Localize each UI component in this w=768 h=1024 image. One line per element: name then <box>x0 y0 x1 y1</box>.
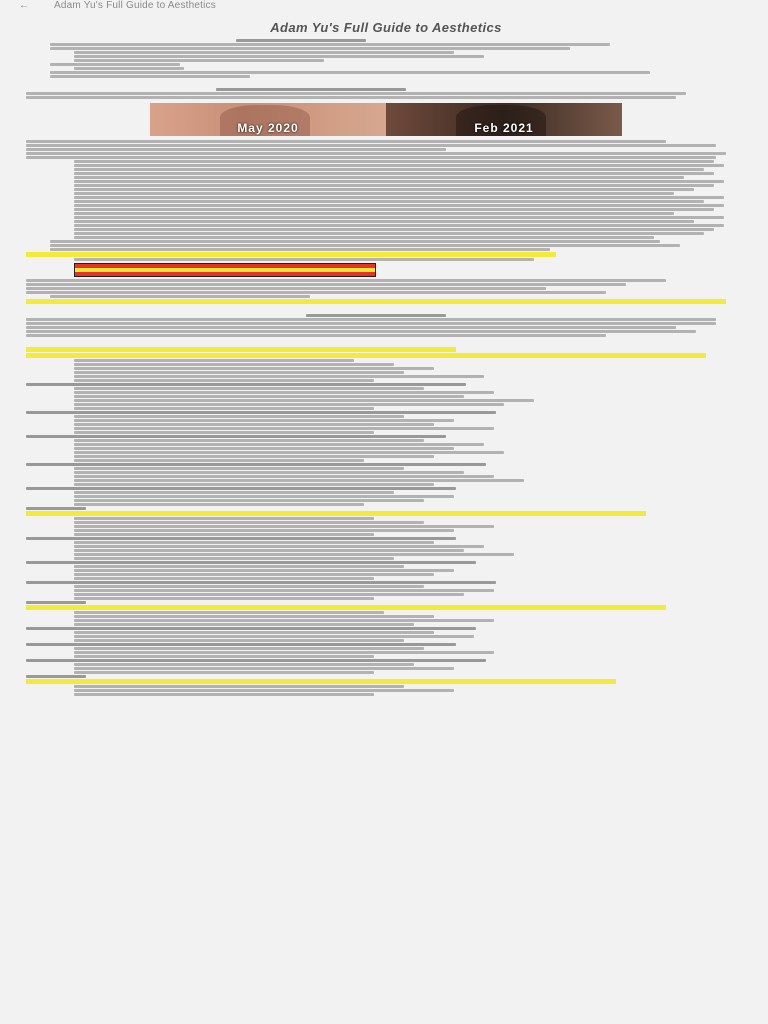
program-intro <box>26 314 746 337</box>
summary-table <box>74 263 376 277</box>
phase-2 <box>26 507 746 600</box>
document-page <box>26 14 746 1022</box>
before-photo-caption: May 2020 <box>237 121 299 135</box>
phase-1 <box>26 347 746 506</box>
back-arrow-icon[interactable]: ← <box>19 0 29 11</box>
phase-3 <box>26 601 746 674</box>
body-paragraph-1 <box>26 140 746 261</box>
intro-section <box>26 39 746 78</box>
after-photo-caption: Feb 2021 <box>474 121 534 135</box>
phase-4 <box>26 675 746 696</box>
document-heading: Adam Yu's Full Guide to Aesthetics <box>270 20 502 35</box>
after-photo <box>386 103 622 136</box>
top-toolbar <box>0 0 768 11</box>
document-title-bar: Adam Yu's Full Guide to Aesthetics <box>54 0 216 11</box>
before-after-photos <box>26 103 746 136</box>
body-paragraph-2 <box>26 279 746 304</box>
before-photo <box>150 103 386 136</box>
